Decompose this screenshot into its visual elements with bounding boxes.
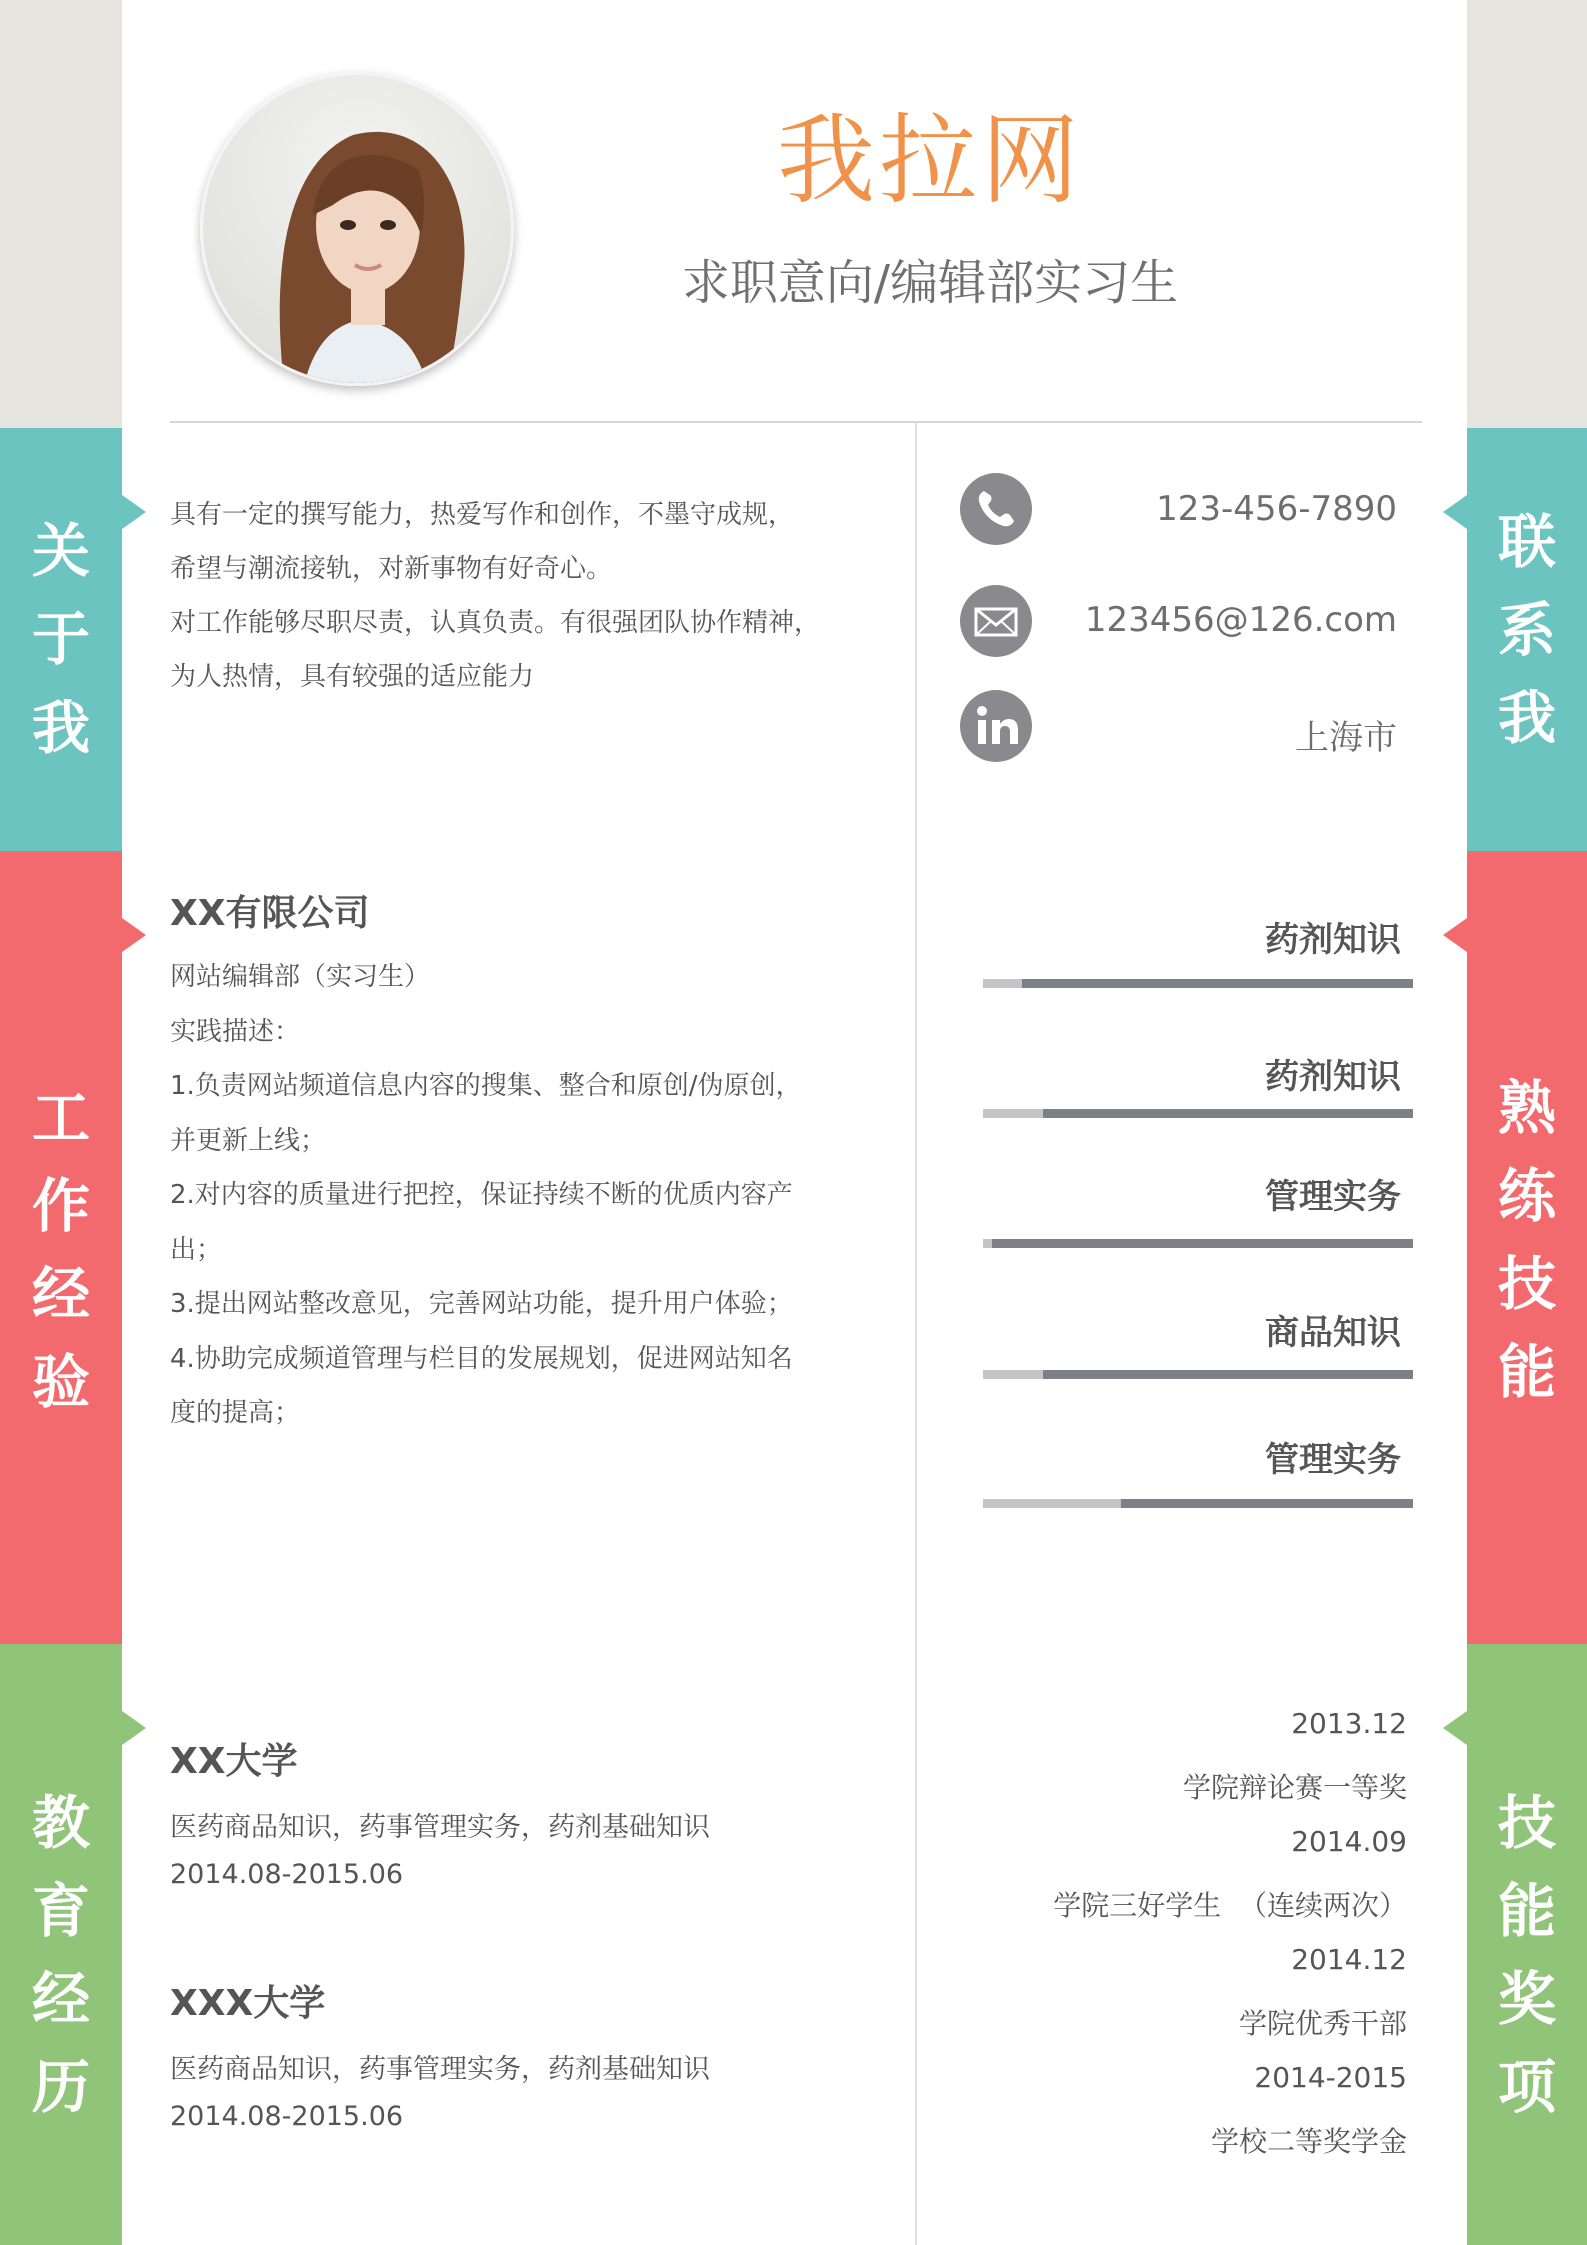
awards-arrow bbox=[1443, 1711, 1467, 1745]
work-description bbox=[170, 950, 870, 1441]
school-period: 2014.08-2015.06 bbox=[170, 2101, 404, 2132]
award-title: 学院优秀干部 bbox=[1238, 2007, 1407, 2040]
skill-bar bbox=[983, 1239, 1413, 1248]
school-period: 2014.08-2015.06 bbox=[170, 1859, 404, 1890]
right-top-band bbox=[1467, 0, 1587, 428]
work-line: 实践描述： bbox=[170, 1016, 301, 1047]
avatar bbox=[200, 72, 514, 386]
left-top-band bbox=[0, 0, 122, 428]
award-title: 学院辩论赛一等奖 bbox=[1182, 1771, 1407, 1804]
skill-bar-fill bbox=[983, 1370, 1043, 1379]
portrait-illustration bbox=[203, 75, 514, 386]
skills-title: 熟 练 技 能 bbox=[1497, 1073, 1556, 1407]
skill-name: 管理实务 bbox=[1265, 1440, 1401, 1480]
work-line: 2.对内容的质量进行把控，保证持续不断的优质内容产 bbox=[170, 1180, 793, 1210]
school-name: XXX大学 bbox=[170, 1983, 326, 2024]
skills-section-label bbox=[1467, 1040, 1587, 1440]
job-intent: 求职意向/编辑部实习生 bbox=[681, 255, 1179, 311]
column-divider bbox=[915, 423, 917, 2245]
skill-bar-fill bbox=[983, 1499, 1121, 1508]
award-date: 2013.12 bbox=[1291, 1707, 1407, 1740]
location: 上海市 bbox=[1295, 718, 1397, 758]
school-courses: 医药商品知识，药事管理实务，药剂基础知识 bbox=[170, 2054, 710, 2085]
work-line: 1.负责网站频道信息内容的搜集、整合和原创/伪原创， bbox=[170, 1071, 802, 1101]
work-line: 3.提出网站整改意见，完善网站功能，提升用户体验； bbox=[170, 1289, 793, 1319]
work-section-label bbox=[0, 1050, 122, 1450]
award-date: 2014.12 bbox=[1291, 1943, 1407, 1976]
skill-name: 药剂知识 bbox=[1265, 1057, 1401, 1097]
about-title: 关 于 我 bbox=[31, 517, 90, 762]
award-title: 学院三好学生 （连续两次） bbox=[1053, 1889, 1407, 1922]
contact-arrow bbox=[1443, 495, 1467, 529]
about-text bbox=[170, 488, 870, 704]
education-section-label bbox=[0, 1770, 122, 2140]
skill-name: 商品知识 bbox=[1265, 1313, 1401, 1353]
about-line: 希望与潮流接轨，对新事物有好奇心。 bbox=[170, 554, 613, 584]
education-arrow bbox=[122, 1711, 146, 1745]
phone-icon bbox=[960, 473, 1032, 545]
company-name: XX有限公司 bbox=[170, 893, 370, 934]
header-divider bbox=[170, 421, 1422, 423]
contact-title: 联 系 我 bbox=[1497, 507, 1556, 753]
skill-bar-fill bbox=[983, 1239, 992, 1248]
person-name: 我拉网 bbox=[776, 104, 1083, 218]
work-arrow bbox=[122, 918, 146, 952]
linkedin-icon bbox=[960, 690, 1032, 762]
education-title: 教 育 经 历 bbox=[31, 1788, 90, 2122]
skill-bar bbox=[983, 1370, 1413, 1379]
about-line: 为人热情，具有较强的适应能力 bbox=[170, 662, 535, 692]
award-date: 2014.09 bbox=[1291, 1825, 1407, 1858]
school-name: XX大学 bbox=[170, 1741, 298, 1782]
skill-bar bbox=[983, 979, 1413, 988]
work-line: 网站编辑部（实习生） bbox=[170, 962, 431, 992]
work-title: 工 作 经 验 bbox=[31, 1083, 90, 1417]
mail-icon bbox=[960, 585, 1032, 657]
skill-bar bbox=[983, 1109, 1413, 1118]
work-line: 4.协助完成频道管理与栏目的发展规划，促进网站知名 bbox=[170, 1343, 793, 1374]
award-date: 2014-2015 bbox=[1254, 2061, 1407, 2094]
skill-bar bbox=[983, 1499, 1413, 1508]
awards-title: 技 能 奖 项 bbox=[1497, 1788, 1556, 2122]
about-line: 对工作能够尽职尽责，认真负责。有很强团队协作精神， bbox=[170, 608, 821, 638]
about-section-label bbox=[0, 428, 122, 851]
work-line: 并更新上线； bbox=[170, 1125, 327, 1156]
phone-number: 123-456-7890 bbox=[1156, 489, 1397, 529]
skill-bar-fill bbox=[983, 979, 1022, 988]
skills-arrow bbox=[1443, 918, 1467, 952]
skill-name: 管理实务 bbox=[1265, 1177, 1401, 1217]
award-title: 学校二等奖学金 bbox=[1210, 2125, 1407, 2158]
about-arrow bbox=[122, 495, 146, 529]
awards-section-label bbox=[1467, 1770, 1587, 2140]
skill-bar-fill bbox=[983, 1109, 1043, 1118]
work-line: 出； bbox=[170, 1234, 223, 1265]
email-address: 123456@126.com bbox=[1084, 600, 1397, 640]
about-line: 具有一定的撰写能力，热爱写作和创作，不墨守成规， bbox=[170, 500, 795, 530]
work-line: 度的提高； bbox=[170, 1398, 301, 1428]
school-courses: 医药商品知识，药事管理实务，药剂基础知识 bbox=[170, 1812, 710, 1843]
skill-name: 药剂知识 bbox=[1265, 920, 1401, 960]
contact-section-label bbox=[1467, 430, 1587, 830]
